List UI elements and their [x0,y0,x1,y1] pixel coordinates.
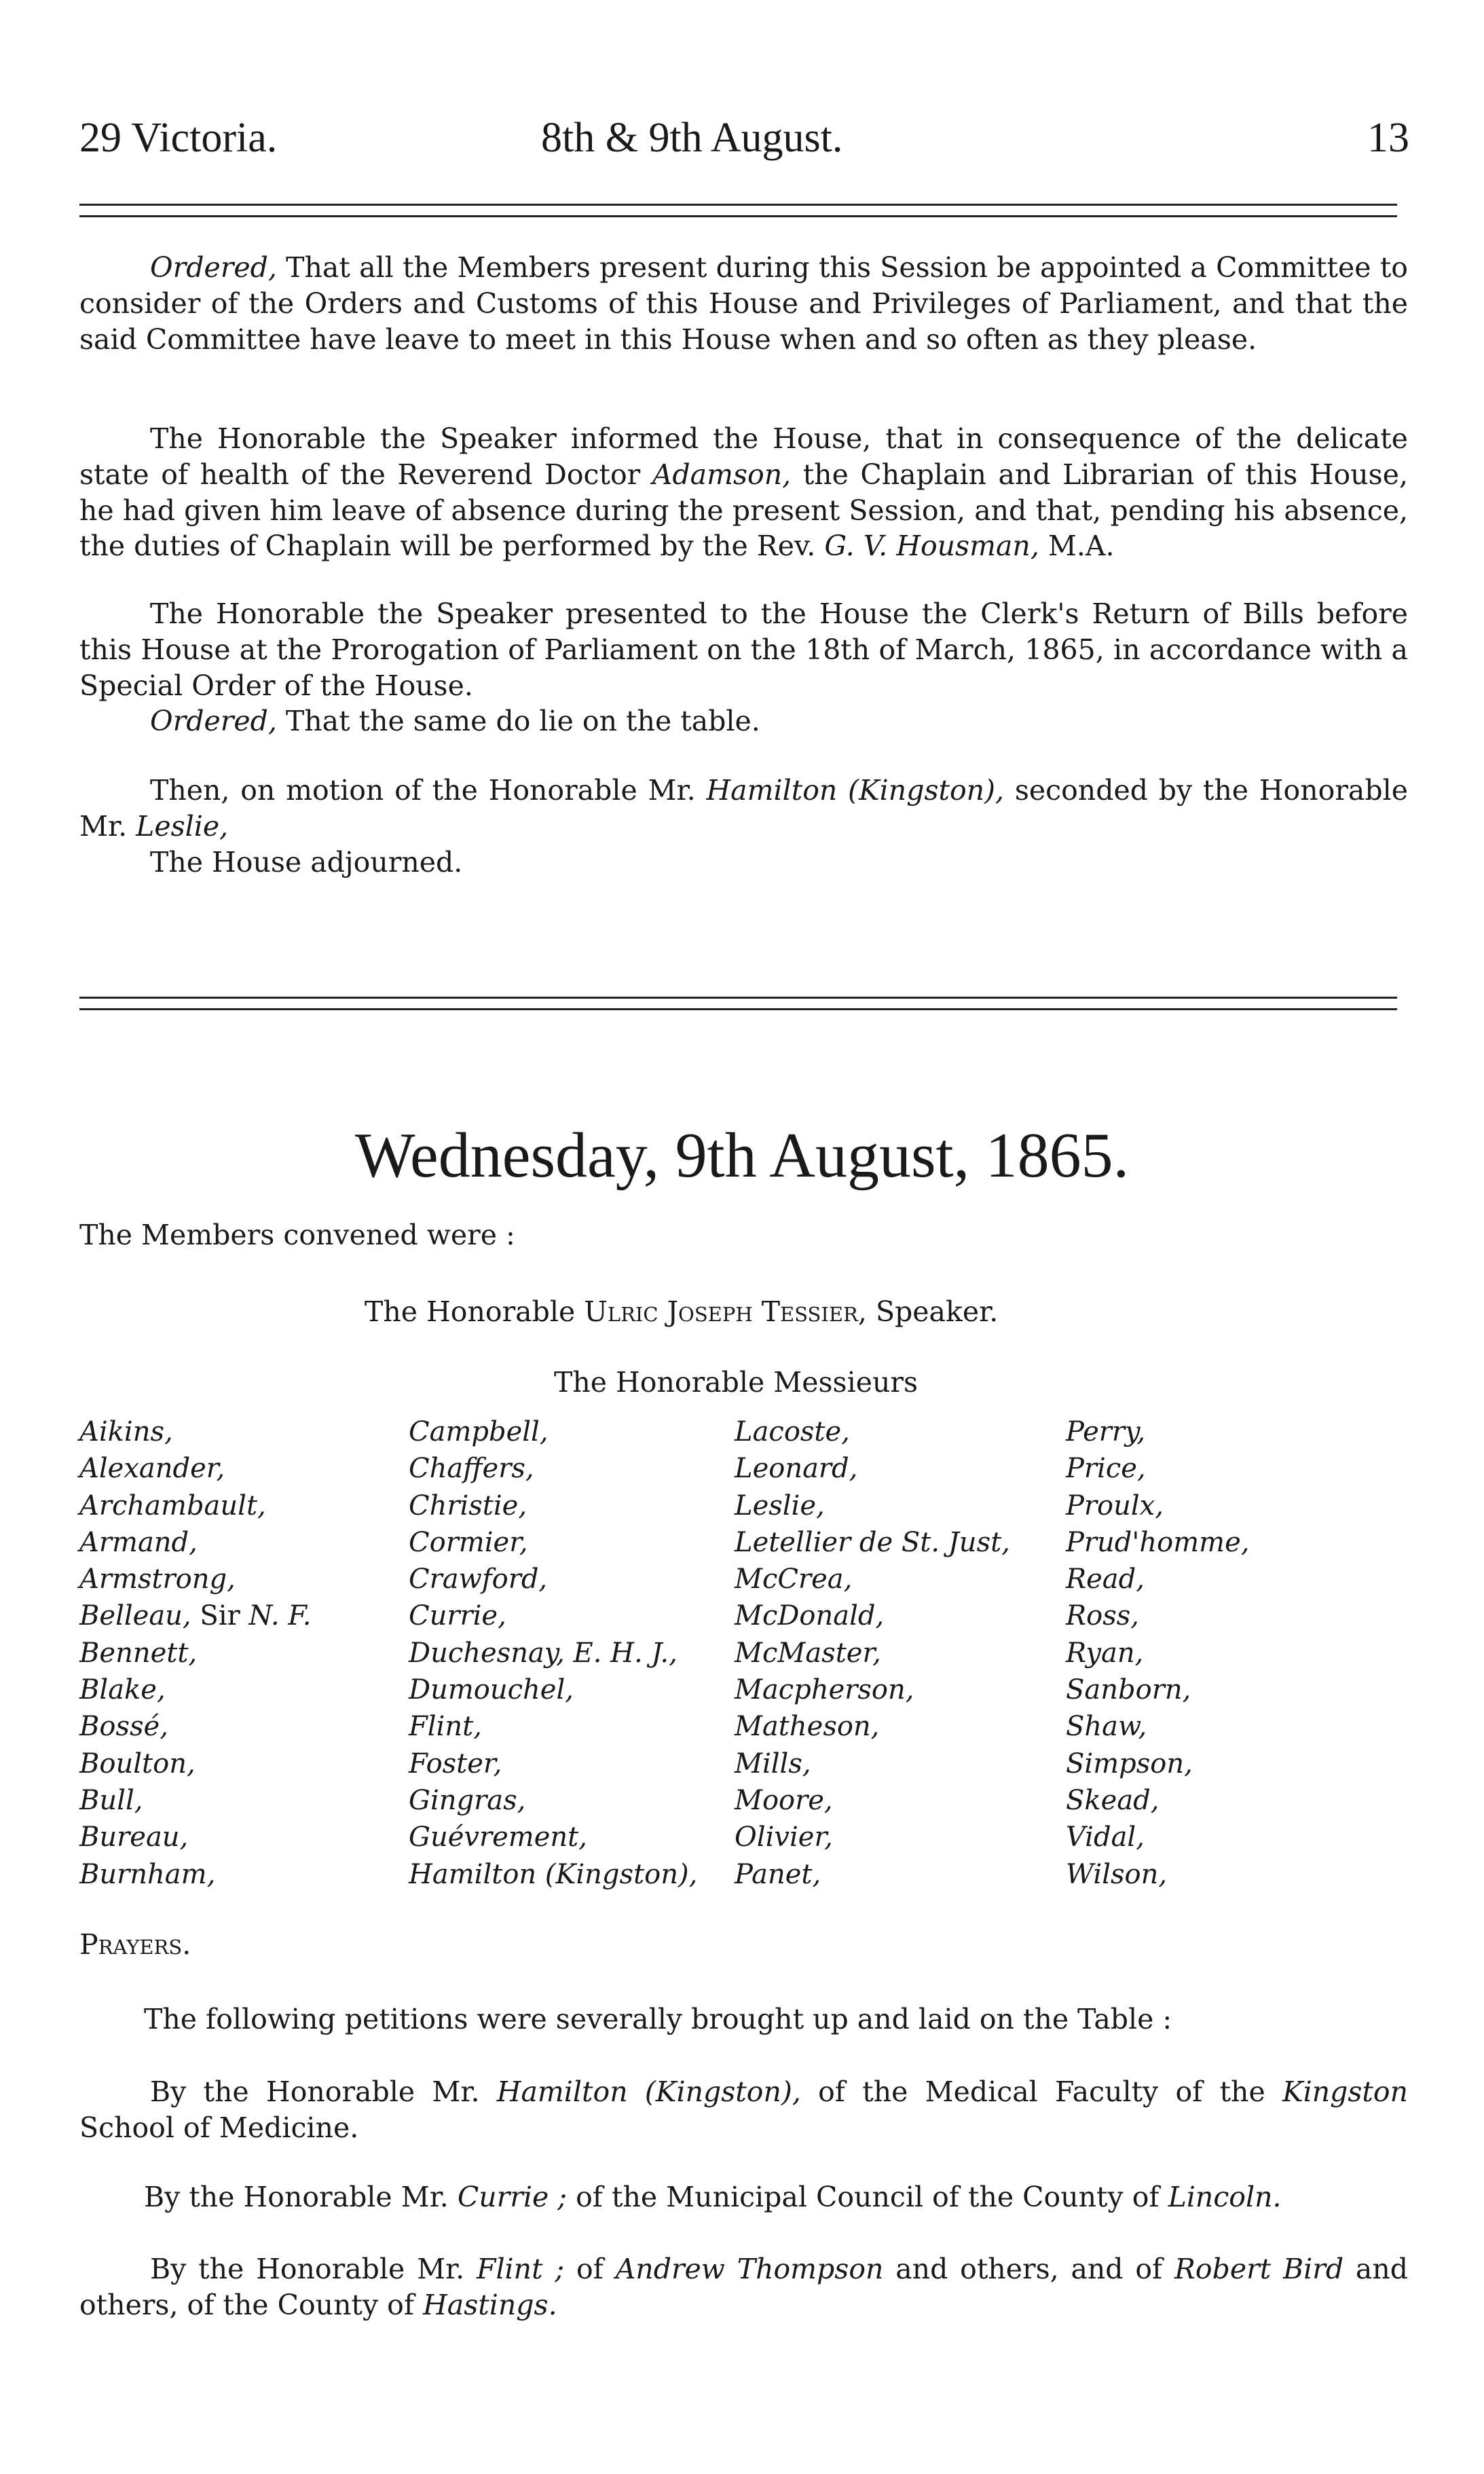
member-name: Wilson, [1066,1858,1168,1890]
member-name: Bossé, [79,1711,168,1743]
member-name: Alexander, [79,1453,225,1485]
member-name: Simpson, [1066,1748,1193,1779]
member-name: Proulx, [1066,1490,1164,1521]
petition-flint: By the Honorable Mr. Flint ; of Andrew Thompson and others, and of Robert Bird and others, of the County of Hastings. [79,2253,1409,2321]
member-name: Gingras, [409,1784,526,1816]
member-name: McDonald, [735,1600,885,1632]
chaplain-paragraph: The Honorable the Speaker informed the House, that in consequence of the delicate state of health of the Reverend Doctor Adamson, the Chaplain and Librarian of this House, he had given him leave of absence during the present Session, and that, pending his absence, the duties of Chaplain will be performed by the Rev. G. V. Housman, M.A. [79,422,1408,563]
member-name: Bull, [79,1784,143,1816]
member-name: Crawford, [409,1564,548,1595]
member-name: Shaw, [1066,1711,1147,1743]
member-name: Armand, [79,1526,198,1558]
header-regnal-year: 29 Victoria. [79,115,278,161]
member-name: Foster, [409,1748,502,1779]
adjournment-paragraph: Then, on motion of the Honorable Mr. Hamilton (Kingston), seconded by the Honorable Mr. Leslie, The House adjourned. [79,774,1408,879]
member-name: Prud'homme, [1066,1526,1250,1558]
member-name: Guévrement, [409,1822,587,1853]
day-title: Wednesday, 9th August, 1865. [354,1120,1130,1191]
member-name: Boulton, [79,1748,196,1779]
member-name: Leslie, [735,1490,825,1521]
member-name: Leonard, [735,1453,858,1485]
member-name: Campbell, [409,1416,549,1447]
header-rule [79,204,1397,217]
member-name: Bennett, [79,1637,198,1669]
member-name: Ryan, [1066,1637,1144,1669]
running-header [79,114,1409,168]
page-number: 13 [1367,115,1409,161]
member-name: Perry, [1066,1416,1146,1447]
petition-currie: By the Honorable Mr. Currie ; of the Municipal Council of the County of Lincoln. [144,2181,1282,2213]
member-name: Matheson, [735,1711,880,1743]
member-name: Ross, [1066,1600,1139,1632]
committee-order-paragraph: Ordered, That all the Members present during this Session be appointed a Committee to consider of the Orders and Customs of this House and Privileges of Parliament, and that the said Committee have leave to meet in this House when and so often as they please. [79,251,1408,356]
member-name: Aikins, [79,1416,173,1447]
members-column-4 [1066,1414,1250,1893]
member-name: Bureau, [79,1822,189,1853]
member-name: Blake, [79,1674,166,1706]
member-name: Panet, [735,1858,821,1890]
member-name: Currie, [409,1600,506,1632]
member-name: McCrea, [735,1564,853,1595]
member-name: Flint, [409,1711,482,1743]
member-name: Duchesnay, E. H. J., [409,1637,678,1669]
members-column-3 [735,1414,1010,1893]
section-rule [79,997,1397,1010]
speaker-line: The Honorable Ulric Joseph Tessier, Speaker. [365,1295,999,1328]
messieurs-heading: The Honorable Messieurs [554,1366,919,1399]
member-name: Dumouchel, [409,1674,574,1706]
member-name: Letellier de St. Just, [735,1526,1010,1558]
header-dates: 8th & 9th August. [541,115,843,161]
member-name: Chaffers, [409,1453,534,1485]
clerks-return-paragraph: The Honorable the Speaker presented to the House the Clerk's Return of Bills before this House at the Prorogation of Parliament on the 18th of March, 1865, in accordance with a Special Order of the House. Ordered, That the same do lie on the table. [79,597,1408,738]
member-name: Moore, [735,1784,833,1816]
petition-hamilton: By the Honorable Mr. Hamilton (Kingston), of the Medical Faculty of the Kingston School of Medicine. [79,2075,1408,2144]
member-name: Belleau, Sir N. F. [79,1600,312,1632]
member-name: Price, [1066,1453,1146,1485]
member-name: Skead, [1066,1784,1160,1816]
member-name: Burnham, [79,1858,216,1890]
member-name: Hamilton (Kingston), [409,1858,698,1890]
member-name: Christie, [409,1490,527,1521]
member-name: Macpherson, [735,1674,914,1706]
members-convened: The Members convened were : [79,1219,515,1251]
member-name: Vidal, [1066,1822,1145,1853]
member-name: Archambault, [79,1490,266,1521]
member-name: Read, [1066,1564,1145,1595]
petitions-intro: The following petitions were severally brought up and laid on the Table : [144,2003,1172,2035]
member-name: McMaster, [735,1637,881,1669]
prayers-heading: Prayers. [79,1928,191,1961]
member-name: Olivier, [735,1822,833,1853]
member-name: Sanborn, [1066,1674,1191,1706]
members-column-2 [409,1414,697,1893]
members-column-1 [79,1414,312,1893]
member-name: Mills, [735,1748,811,1779]
member-name: Lacoste, [735,1416,850,1447]
member-name: Cormier, [409,1526,528,1558]
member-name: Armstrong, [79,1564,236,1595]
